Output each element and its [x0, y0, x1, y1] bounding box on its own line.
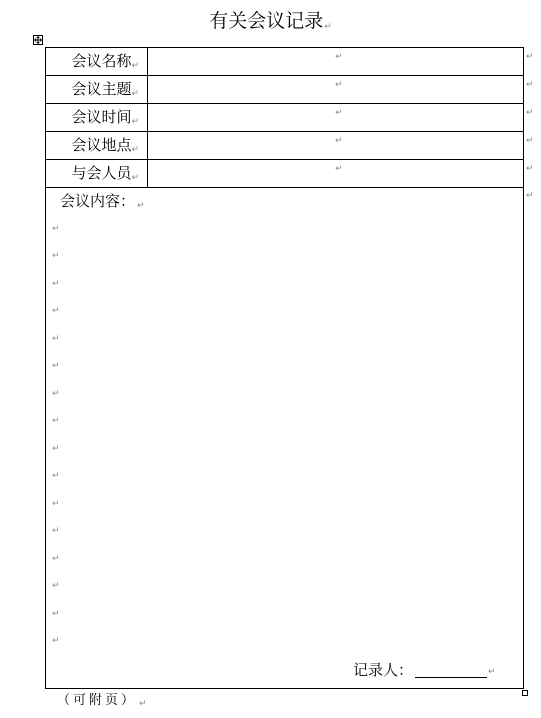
empty-line-mark-icon: ↵: [52, 444, 60, 454]
row-end-mark-icon: ↵: [526, 191, 534, 201]
paragraph-mark-icon: ↵: [335, 136, 343, 146]
label-cell: [46, 104, 148, 131]
paragraph-mark-icon: ↵: [131, 173, 139, 183]
table-row-meeting-topic: [46, 76, 523, 104]
meeting-name-field[interactable]: [148, 48, 523, 75]
attendees-field[interactable]: [148, 160, 523, 187]
paragraph-mark-icon: ↵: [139, 699, 147, 709]
content-label-text: 会议内容：: [60, 192, 136, 210]
empty-line-mark-icon: ↵: [52, 334, 60, 344]
row-label: 会议时间: [71, 108, 132, 126]
paragraph-mark-icon: ↵: [131, 117, 139, 127]
row-end-mark-icon: ↵: [526, 108, 534, 118]
content-label: [60, 191, 145, 216]
label-cell: [46, 76, 148, 103]
row-end-mark-icon: ↵: [526, 164, 534, 174]
empty-line-mark-icon: ↵: [52, 499, 60, 509]
row-end-mark-icon: ↵: [526, 80, 534, 90]
empty-line-mark-icon: ↵: [52, 279, 60, 289]
empty-line-mark-icon: ↵: [52, 361, 60, 371]
paragraph-mark-icon: ↵: [131, 89, 139, 99]
table-row-attendees: [46, 160, 523, 188]
empty-line-mark-icon: ↵: [52, 554, 60, 564]
meeting-location-field[interactable]: [148, 132, 523, 159]
paragraph-mark-icon: ↵: [335, 52, 343, 62]
empty-line-mark-icon: ↵: [52, 636, 60, 646]
paragraph-mark-icon: ↵: [137, 201, 145, 211]
document-title: [0, 8, 541, 40]
empty-line-mark-icon: ↵: [52, 389, 60, 399]
table-move-handle-icon[interactable]: [33, 35, 43, 45]
paragraph-mark-icon: ↵: [324, 22, 332, 32]
empty-line-mark-icon: ↵: [52, 306, 60, 316]
table-row-meeting-time: [46, 104, 523, 132]
table-row-meeting-location: [46, 132, 523, 160]
row-label: 会议名称: [71, 52, 132, 70]
empty-line-mark-icon: ↵: [52, 251, 60, 261]
label-cell: [46, 160, 148, 187]
empty-line-mark-icon: ↵: [52, 526, 60, 536]
empty-line-mark-icon: ↵: [52, 471, 60, 481]
paragraph-mark-icon: ↵: [335, 108, 343, 118]
meeting-topic-field[interactable]: [148, 76, 523, 103]
paragraph-mark-icon: ↵: [335, 164, 343, 174]
meeting-time-field[interactable]: [148, 104, 523, 131]
recorder-name-blank[interactable]: [415, 663, 487, 678]
empty-line-mark-icon: ↵: [52, 609, 60, 619]
empty-line-mark-icon: ↵: [52, 224, 60, 234]
empty-line-mark-icon: ↵: [52, 416, 60, 426]
appendix-note: [57, 691, 147, 714]
paragraph-mark-icon: ↵: [335, 80, 343, 90]
label-cell: [46, 132, 148, 159]
appendix-note-text: （可附页）: [57, 693, 138, 708]
recorder-label: 记录人：: [353, 661, 414, 679]
table-row-meeting-name: [46, 48, 523, 76]
label-cell: [46, 48, 148, 75]
title-text: 有关会议记录: [209, 10, 324, 32]
row-label: 会议地点: [71, 136, 132, 154]
meeting-record-table: [45, 47, 524, 689]
paragraph-mark-icon: ↵: [131, 145, 139, 155]
empty-line-mark-icon: ↵: [52, 581, 60, 591]
row-label: 与会人员: [71, 164, 132, 182]
recorder-line: [353, 660, 496, 682]
row-label: 会议主题: [71, 80, 132, 98]
row-end-mark-icon: ↵: [526, 52, 534, 62]
table-resize-handle-icon[interactable]: [522, 690, 528, 696]
meeting-content-area[interactable]: [46, 188, 523, 688]
row-end-mark-icon: ↵: [526, 136, 534, 146]
paragraph-mark-icon: ↵: [131, 61, 139, 71]
paragraph-mark-icon: ↵: [488, 667, 496, 677]
